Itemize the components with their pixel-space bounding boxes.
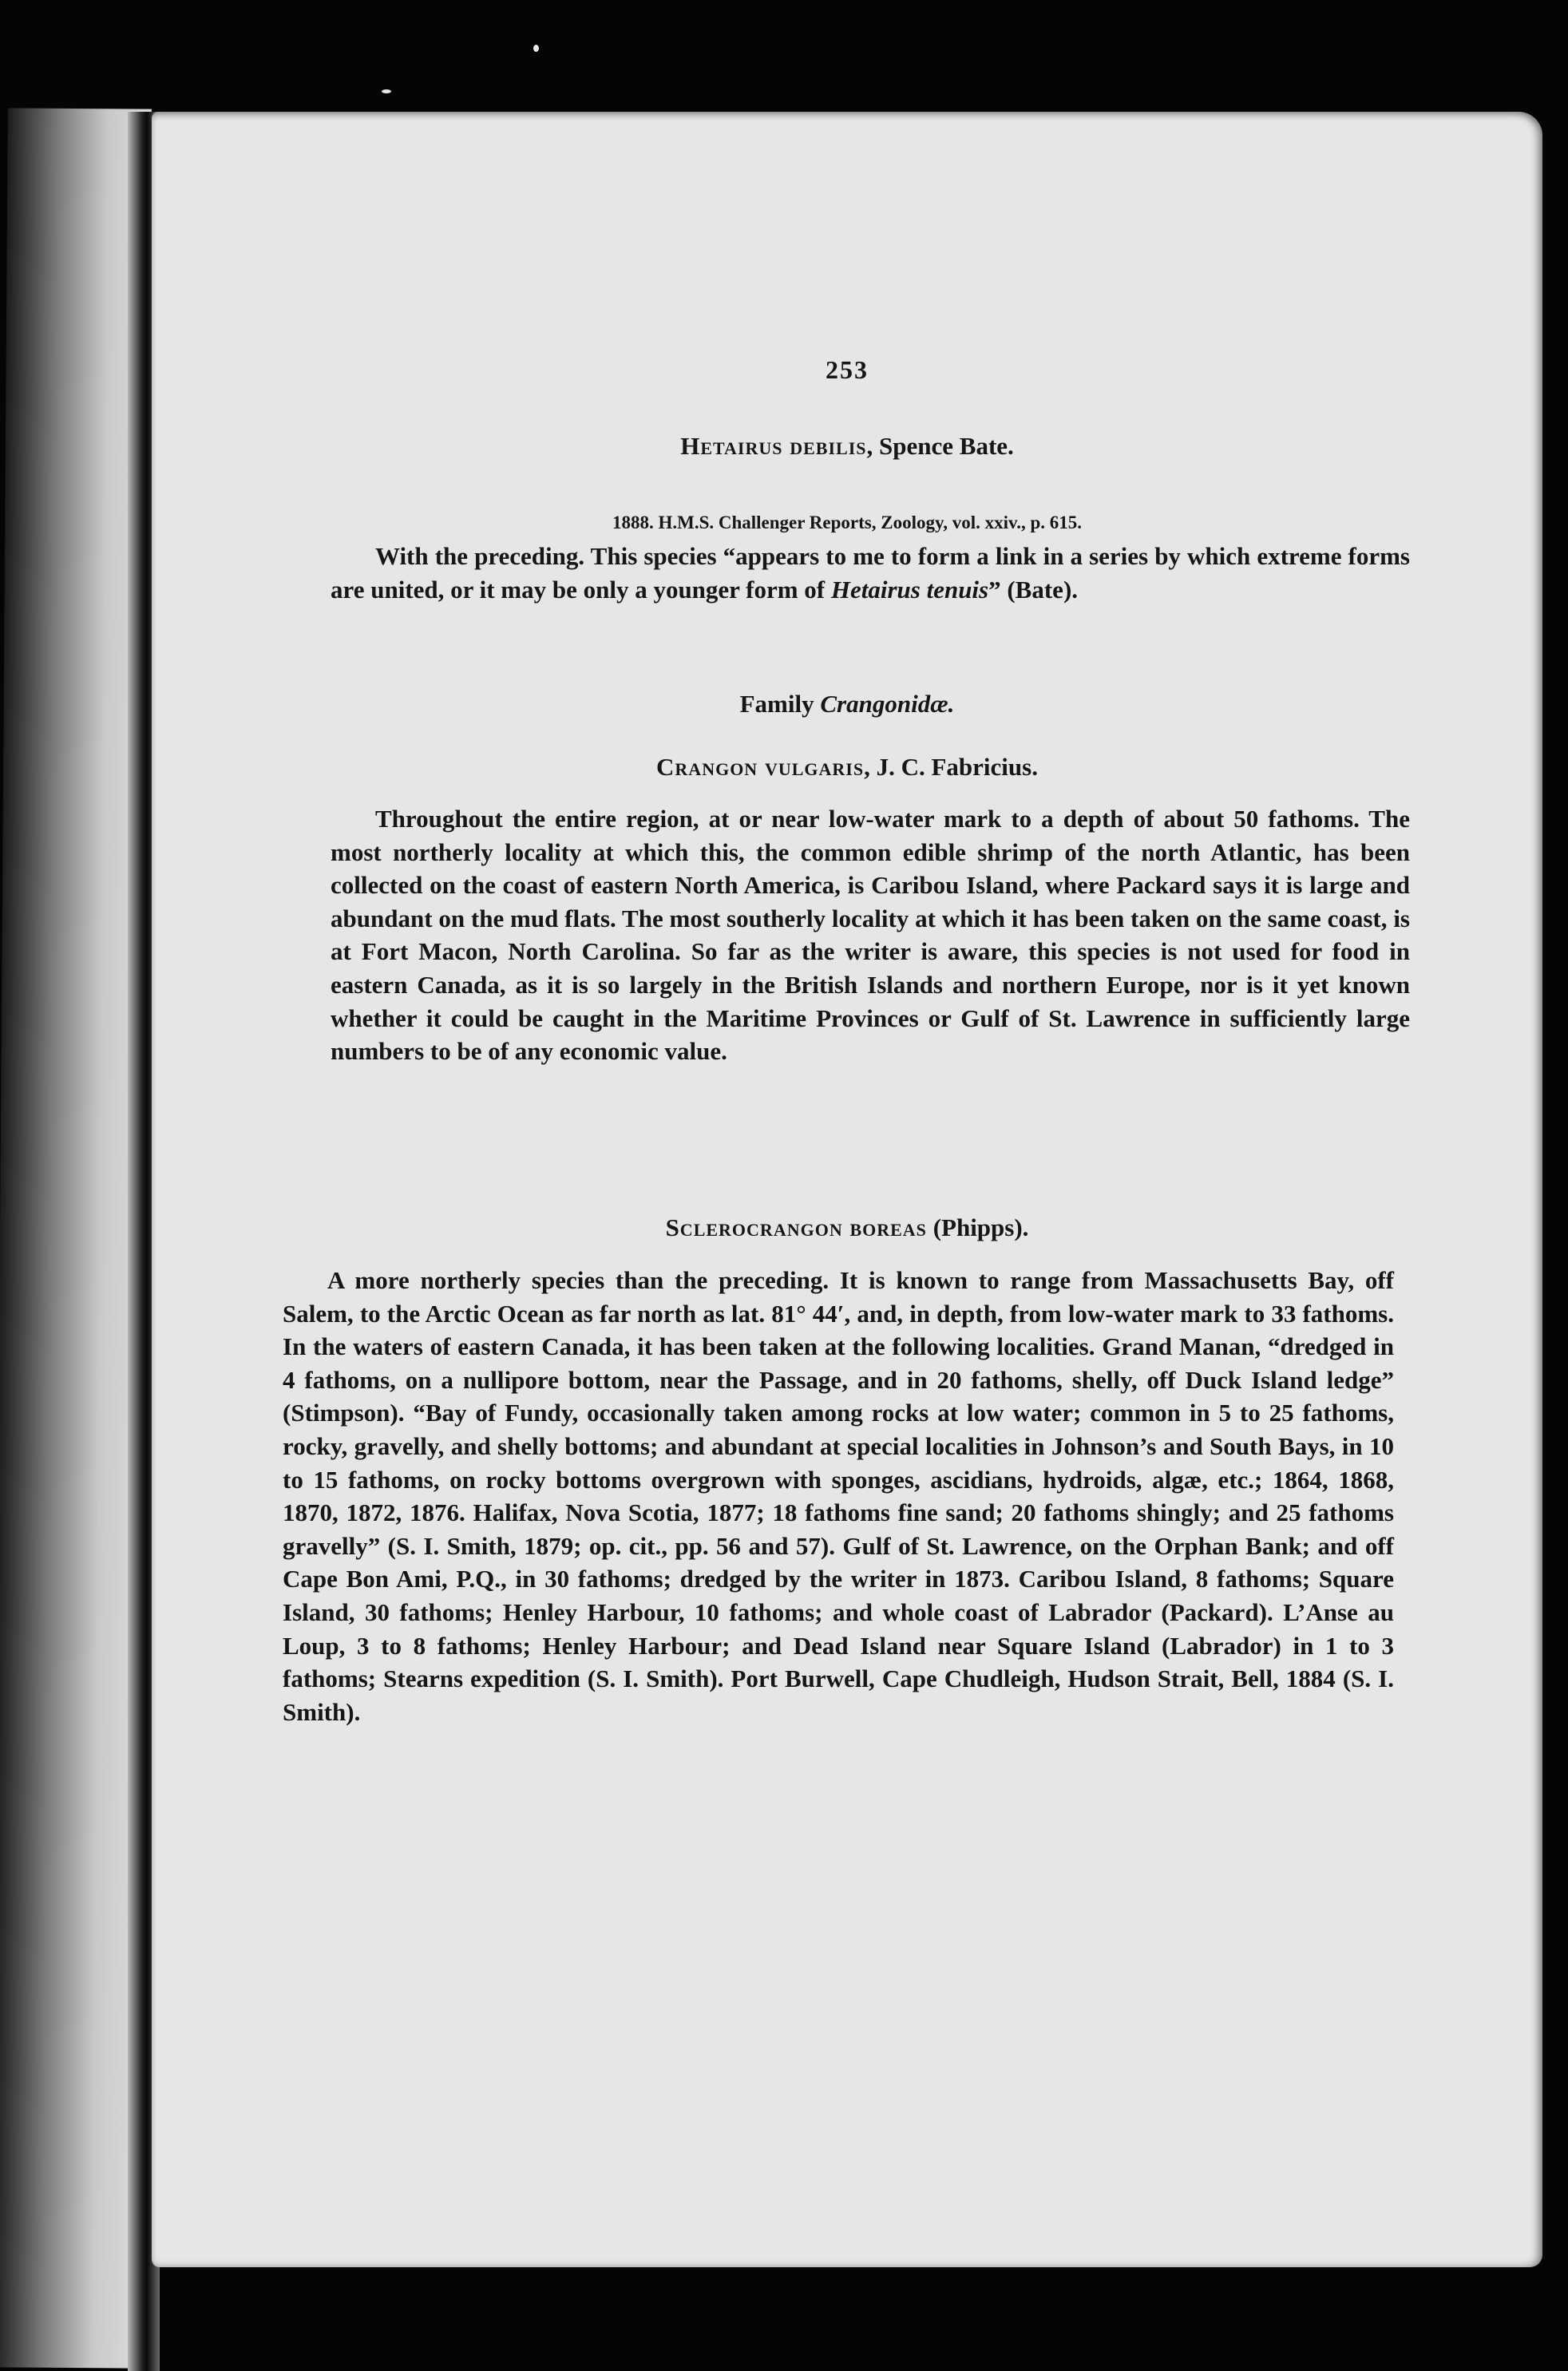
species-paragraph: Throughout the entire region, at or near low-water mark to a depth of about 50 fathoms. The most northerly locality at which this, the common edible shrimp of the north Atlantic, has been collected on the coast of eastern North America, is Caribou Island, where Packard says it is large and abundant on the mud flats. The most southerly locality at which it has been taken on the same coast, is at Fort Macon, North Carolina. So far as the writer is aware, this species is not used for food in eastern Canada, as it is so largely in the British Islands and northern Europe, nor is it yet known whether it could be caught in the Maritime Provinces or Gulf of St. Lawrence in sufficiently large numbers to be of any economic value.	[331, 805, 1410, 1066]
species-name: Sclerocrangon boreas	[665, 1213, 927, 1241]
italic-species-name: Hetairus tenuis	[830, 575, 989, 604]
scan-speck	[382, 89, 391, 93]
species-paragraph: A more northerly species than the preceding. It is known to range from Massachusetts Bay, off Salem, to the Arctic Ocean as far north as lat. 81° 44′, and, in depth, from low-water mark to 33 fathoms. In the waters of eastern Canada, it has been taken at the following localities. Grand Manan, “dredged in 4 fathoms, on a nullipore bottom, near the Passage, and in 20 fathoms, shelly, off Duck Island ledge” (Stimpson). “Bay of Fundy, occasionally taken among rocks at low water; common in 5 to 25 fathoms, rocky, gravelly, and shelly bottoms; and abundant at special localities in Johnson’s and South Bays, in 10 to 15 fathoms, on rocky bottoms overgrown with sponges, ascidians, hydroids, algæ, etc.; 1864, 1868, 1870, 1872, 1876. Halifax, Nova Scotia, 1877; 18 fathoms fine sand; 20 fathoms shingly; and 25 fathoms gravelly” (S. I. Smith, 1879; op. cit., pp. 56 and 57). Gulf of St. Lawrence, on the Orphan Bank; and off Cape Bon Ami, P.Q., in 30 fathoms; dredged by the writer in 1873. Caribou Island, 8 fathoms; Square Island, 30 fathoms; Henley Harbour, 10 fathoms; and whole coast of Labrador (Packard). L’Anse au Loup, 3 to 8 fathoms; Henley Harbour; and Dead Island near Square Island (Labrador) in 1 to 3 fathoms; Stearns expedition (S. I. Smith). Port Burwell, Cape Chudleigh, Hudson Strait, Bell, 1884 (S. I. Smith).	[283, 1266, 1394, 1726]
book-page	[152, 112, 1542, 2267]
species-heading	[152, 432, 1542, 461]
bibliographic-reference: 1888. H.M.S. Challenger Reports, Zoology, vol. xxiv., p. 615.	[612, 513, 1083, 532]
species-author: (Phipps).	[926, 1213, 1029, 1241]
family-heading	[152, 690, 1542, 718]
scan-speck	[533, 45, 539, 52]
species-paragraph: With the preceding. This species “appears to me to form a link in a series by which extreme forms are united, or it may be only a younger form of Hetairus tenuis” (Bate).	[331, 542, 1410, 604]
species-heading	[152, 753, 1542, 782]
species-name: Crangon vulgaris	[656, 753, 865, 781]
species-name: Hetairus debilis	[680, 432, 867, 460]
species-heading	[152, 1213, 1542, 1242]
species-author: , Spence Bate.	[866, 432, 1014, 460]
family-label: Family	[739, 690, 821, 718]
family-name: Crangonidæ.	[820, 690, 955, 718]
species-author: , J. C. Fabricius.	[864, 753, 1038, 781]
page-number: 253	[826, 355, 869, 384]
